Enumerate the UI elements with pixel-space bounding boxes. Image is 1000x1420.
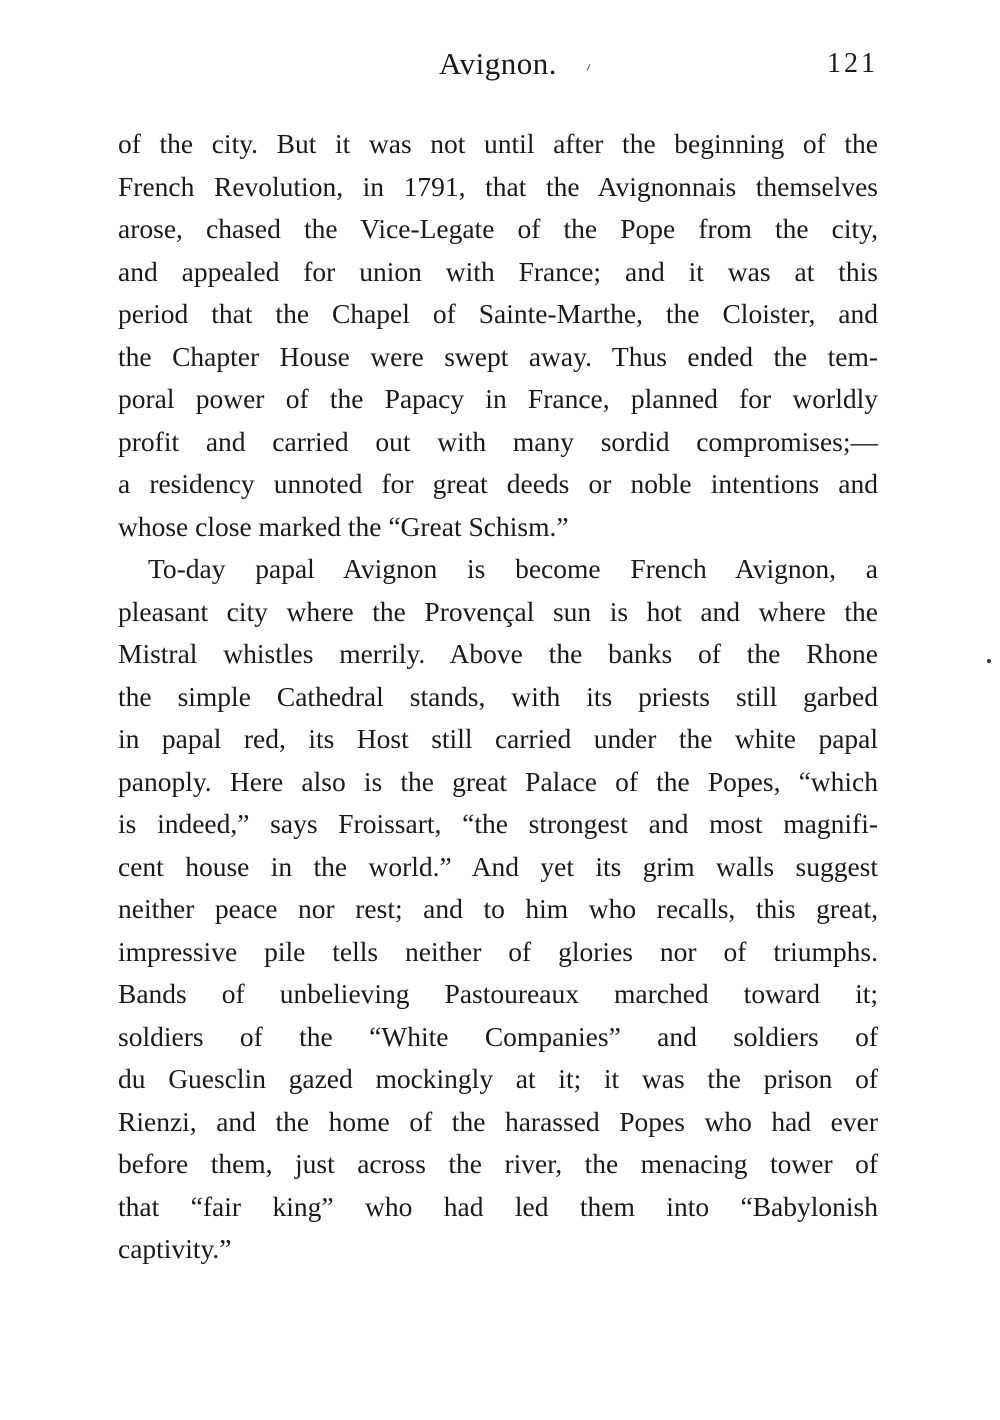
text-line: Rienzi, and the home of the harassed Popes who had ever	[118, 1105, 878, 1137]
text-line: a residency unnoted for great deeds or noble intentions and	[118, 468, 878, 499]
text-line: Mistral whistles merrily. Above the banks of the Rhone	[118, 638, 878, 669]
ink-speck	[987, 659, 991, 663]
text-line: du Guesclin gazed mockingly at it; it was the prison of	[118, 1063, 878, 1094]
text-line: cent house in the world.” And yet its grim walls suggest	[118, 850, 878, 882]
text-line: whose close marked the “Great Schism.”	[118, 510, 569, 542]
text-line: the Chapter House were swept away. Thus ended the tem-	[118, 340, 878, 372]
text-line: French Revolution, in 1791, that the Avignonnais themselves	[118, 170, 878, 202]
body-text	[118, 123, 878, 1271]
text-line: Bands of unbelieving Pastoureaux marched toward it;	[118, 978, 878, 1009]
running-title: Avignon.	[439, 46, 557, 81]
text-line: soldiers of the “White Companies” and soldiers of	[118, 1020, 878, 1052]
text-line: captivity.”	[118, 1233, 232, 1264]
text-line: arose, chased the Vice-Legate of the Pope from the city,	[118, 213, 878, 244]
text-line: period that the Chapel of Sainte-Marthe, the Cloister, and	[118, 298, 878, 329]
text-line: in papal red, its Host still carried under the white papal	[118, 723, 878, 754]
text-line: and appealed for union with France; and it was at this	[118, 255, 878, 287]
text-line: before them, just across the river, the menacing tower of	[118, 1148, 878, 1179]
text-line: panoply. Here also is the great Palace of the Popes, “which	[118, 765, 878, 797]
page-number: 121	[827, 48, 878, 79]
page-header	[118, 46, 878, 90]
text-line: profit and carried out with many sordid compromises;—	[118, 425, 878, 457]
text-line: the simple Cathedral stands, with its priests still garbed	[118, 680, 878, 712]
text-line: is indeed,” says Froissart, “the strongest and most magnifi-	[118, 808, 878, 839]
text-line: pleasant city where the Provençal sun is hot and where the	[118, 595, 878, 627]
text-line: that “fair king” who had led them into “Babylonish	[118, 1190, 878, 1222]
text-line: of the city. But it was not until after the beginning of the	[118, 128, 878, 159]
text-line: To-day papal Avignon is become French Avignon, a	[148, 553, 878, 584]
text-line: neither peace nor rest; and to him who recalls, this great,	[118, 893, 878, 924]
text-line: poral power of the Papacy in France, planned for worldly	[118, 383, 878, 414]
text-line: impressive pile tells neither of glories nor of triumphs.	[118, 935, 878, 967]
